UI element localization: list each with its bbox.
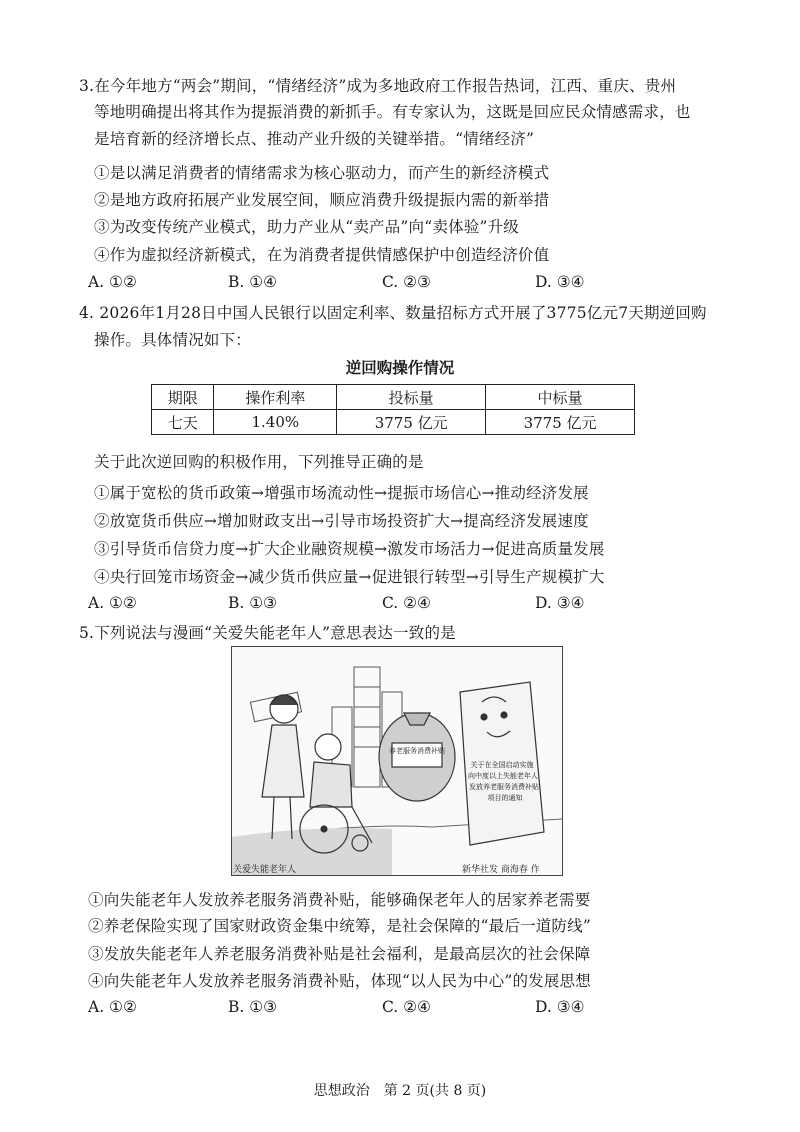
reverse-repo-table	[151, 384, 635, 435]
q3-choice-2: ②是地方政府拓展产业发展空间，顺应消费升级提振内需的新举措	[94, 191, 550, 209]
q4-line-2: 操作。具体情况如下：	[94, 331, 252, 349]
q3-option-c[interactable]: C. ②③	[382, 273, 431, 291]
table-header-cell: 中标量	[486, 385, 635, 410]
table-header-cell: 投标量	[337, 385, 486, 410]
svg-text:关于在全国启动实施: 关于在全国启动实施	[470, 761, 534, 769]
table-row	[152, 410, 635, 435]
q3-choice-4: ④作为虚拟经济新模式，在为消费者提供情感保护中创造经济价值	[94, 246, 550, 264]
q5-stem: 5.下列说法与漫画“关爱失能老年人”意思表达一致的是	[79, 624, 456, 642]
subsidy-bag	[379, 713, 455, 801]
table-header-cell: 操作利率	[214, 385, 337, 410]
q4-option-d[interactable]: D. ③④	[535, 594, 585, 612]
q5-option-b[interactable]: B. ①③	[228, 998, 278, 1016]
q5-choice-2: ②养老保险实现了国家财政资金集中统筹，是社会保障的“最后一道防线”	[88, 917, 591, 935]
page-footer: 思想政治 第 2 页(共 8 页)	[313, 1083, 487, 1099]
q4-stem: 关于此次逆回购的积极作用，下列推导正确的是	[94, 453, 424, 471]
q3-option-d[interactable]: D. ③④	[535, 273, 585, 291]
table-cell: 七天	[152, 410, 214, 435]
table-cell: 3775 亿元	[486, 410, 635, 435]
svg-text:向中度以上失能老年人: 向中度以上失能老年人	[468, 772, 538, 780]
q4-choice-1: ①属于宽松的货币政策→增强市场流动性→提振市场信心→推动经济发展	[94, 484, 589, 502]
q5-option-a[interactable]: A. ①②	[88, 998, 137, 1016]
svg-text:项目的通知: 项目的通知	[487, 794, 523, 802]
q5-choice-4: ④向失能老年人发放养老服务消费补贴，体现“以人民为中心”的发展思想	[88, 972, 591, 990]
table-header-row	[152, 385, 635, 410]
q5-choice-3: ③发放失能老年人养老服务消费补贴是社会福利，是最高层次的社会保障	[88, 945, 591, 963]
table-header-cell: 期限	[152, 385, 214, 410]
q3-line-1: 3.在今年地方“两会”期间，“情绪经济”成为多地政府工作报告热词，江西、重庆、贵州	[79, 77, 677, 95]
q4-option-b[interactable]: B. ①③	[228, 594, 278, 612]
q4-option-a[interactable]: A. ①②	[88, 594, 137, 612]
table-cell: 3775 亿元	[337, 410, 486, 435]
q4-line-1: 4. 2026年1月28日中国人民银行以固定利率、数量招标方式开展了3775亿元7天期逆回购	[79, 304, 707, 322]
svg-text:发放养老服务消费补贴: 发放养老服务消费补贴	[469, 783, 539, 791]
cartoon-caption-right: 新华社发 商海春 作	[462, 865, 540, 875]
woman-figure	[262, 695, 304, 839]
q3-option-b[interactable]: B. ①④	[228, 273, 278, 291]
cartoon-caption-left: 关爱失能老年人	[233, 865, 297, 875]
q5-option-c[interactable]: C. ②④	[382, 998, 431, 1016]
q4-choice-3: ③引导货币信贷力度→扩大企业融资规模→激发市场活力→促进高质量发展	[94, 540, 605, 558]
cartoon-image	[231, 646, 563, 876]
q4-choice-4: ④央行回笼市场资金→减少货币供应量→促进银行转型→引导生产规模扩大	[94, 568, 605, 586]
q3-choice-3: ③为改变传统产业模式，助力产业从“卖产品”向“卖体验”升级	[94, 218, 519, 236]
q5-choice-1: ①向失能老年人发放养老服务消费补贴，能够确保老年人的居家养老需要	[88, 891, 591, 909]
q5-option-d[interactable]: D. ③④	[535, 998, 585, 1016]
q3-line-2: 等地明确提出将其作为提振消费的新抓手。有专家认为，这既是回应民众情感需求，也	[94, 103, 691, 121]
q3-line-3: 是培育新的经济增长点、推动产业升级的关键举措。“情绪经济”	[94, 130, 535, 148]
cartoon-illustration	[232, 647, 562, 875]
q4-option-c[interactable]: C. ②④	[382, 594, 431, 612]
q3-option-a[interactable]: A. ①②	[88, 273, 137, 291]
q3-choice-1: ①是以满足消费者的情绪需求为核心驱动力，而产生的新经济模式	[94, 164, 550, 182]
q4-choice-2: ②放宽货币供应→增加财政支出→引导市场投资扩大→提高经济发展速度	[94, 512, 589, 530]
table-cell: 1.40%	[214, 410, 337, 435]
table-title: 逆回购操作情况	[345, 358, 455, 377]
bag-label: 养老服务消费补贴	[389, 747, 445, 755]
